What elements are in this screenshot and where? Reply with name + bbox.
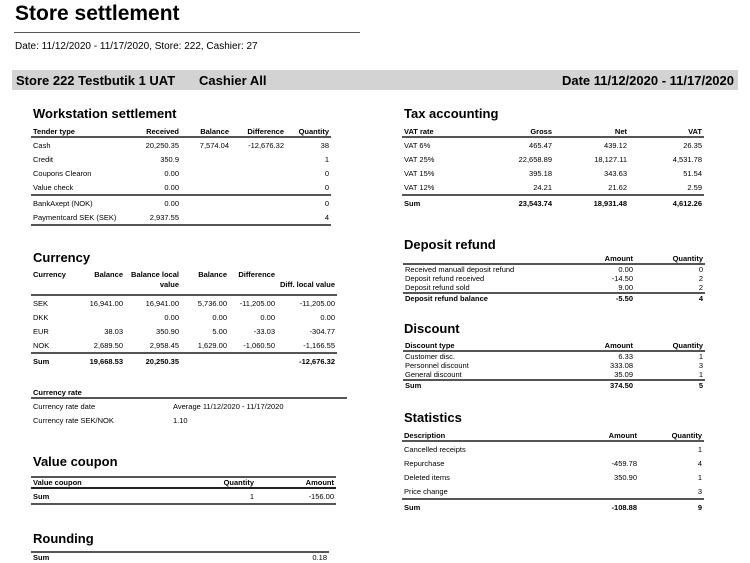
- header-band: [12, 70, 738, 90]
- cell: 343.63: [604, 168, 627, 178]
- cell: 1: [698, 370, 703, 379]
- table-row: [402, 137, 704, 152]
- table-header: [402, 431, 704, 441]
- sum-row: [402, 499, 704, 514]
- table-row: [402, 456, 704, 470]
- cell: [562, 441, 639, 456]
- tax-title: Tax accounting: [404, 106, 499, 121]
- cell: 0: [698, 265, 703, 274]
- cell: 38.03: [104, 326, 123, 336]
- cell: Repurchase: [404, 458, 445, 468]
- col-header: Quantity: [635, 341, 705, 351]
- col-header: Balance: [181, 127, 231, 137]
- workstation-table: [31, 127, 331, 226]
- cell: Value check: [31, 180, 131, 195]
- table-row: [402, 484, 704, 499]
- col-header: VAT: [629, 127, 704, 137]
- cell: 0: [286, 180, 331, 195]
- col-header: Amount: [256, 477, 336, 488]
- col-header: Balance: [73, 270, 125, 295]
- cell: 9.00: [618, 283, 633, 292]
- cell: 9: [639, 499, 704, 514]
- cell: 19,668.53: [73, 353, 125, 368]
- cell: 51.54: [683, 168, 702, 178]
- cell: Cash: [33, 140, 51, 150]
- col-header: [403, 254, 563, 264]
- cell: 0.00: [212, 312, 227, 322]
- value-coupon-table: [31, 476, 336, 505]
- cell: NOK: [33, 340, 50, 350]
- cell: -459.78: [611, 458, 637, 468]
- table-row: [402, 180, 704, 195]
- table-row: [402, 470, 704, 484]
- cell: VAT 25%: [404, 154, 435, 164]
- table-row: [403, 283, 705, 293]
- report-subtitle: Date: 11/12/2020 - 11/17/2020, Store: 222, Cashier: 27: [15, 41, 258, 52]
- cell: 18,127.11: [594, 154, 627, 164]
- col-header: Quantity: [639, 431, 704, 441]
- cell: [181, 210, 231, 225]
- cell: 350.9: [160, 154, 179, 164]
- col-header: VAT rate: [402, 127, 462, 137]
- cell: 1: [161, 488, 256, 504]
- cell: 465.47: [529, 140, 552, 150]
- col-header: Diff. local value: [277, 270, 337, 295]
- cell: -11,205.00: [239, 298, 275, 308]
- cell: 4: [635, 293, 705, 303]
- cell: Sum: [402, 195, 462, 210]
- cell: 2: [698, 274, 703, 283]
- col-header: Discount type: [403, 341, 563, 351]
- cell: -12,676.32: [248, 140, 284, 150]
- table-row: [31, 295, 337, 310]
- rounding-table: [31, 551, 329, 562]
- cell: Customer disc.: [405, 352, 456, 361]
- cell: General discount: [405, 370, 462, 379]
- cell: Deposit refund balance: [403, 293, 563, 303]
- cell: 6.33: [618, 352, 633, 361]
- cell: 2: [698, 283, 703, 292]
- col-header: Balance local value: [125, 270, 181, 295]
- cell: 4,531.78: [672, 154, 702, 164]
- cell: SEK: [33, 298, 49, 308]
- table-header: [31, 388, 347, 398]
- cell: VAT 15%: [404, 168, 435, 178]
- col-header: Quantity: [286, 127, 331, 137]
- cell: -12,676.32: [277, 353, 337, 368]
- table-row: [31, 152, 331, 166]
- cell: Sum: [403, 380, 563, 390]
- table-header: [31, 270, 337, 295]
- sum-row: [402, 195, 704, 210]
- sum-row: [403, 380, 705, 390]
- cell: 395.18: [529, 168, 552, 178]
- table-header: [403, 254, 705, 264]
- cell: 333.08: [610, 361, 633, 370]
- table-row: [31, 338, 337, 353]
- col-header: Gross: [462, 127, 554, 137]
- cell: [562, 484, 639, 499]
- rounding-title: Rounding: [33, 531, 94, 546]
- cell: 5,736.00: [197, 298, 227, 308]
- cell: 2.59: [687, 182, 702, 192]
- table-row: [31, 166, 331, 180]
- table-row: [31, 210, 331, 225]
- table-header: [31, 127, 331, 137]
- cell: 4: [286, 210, 331, 225]
- table-row: [403, 361, 705, 370]
- col-header: Description: [402, 431, 562, 441]
- cell: 0: [324, 168, 329, 178]
- col-header: Net: [554, 127, 629, 137]
- cell: 0: [324, 198, 329, 208]
- cell: 5.00: [212, 326, 227, 336]
- cell: 2,958.45: [149, 340, 179, 350]
- col-header: Currency rate: [31, 388, 347, 398]
- report-title: Store settlement: [15, 2, 180, 25]
- cell: Price change: [404, 486, 448, 496]
- table-row: [403, 274, 705, 283]
- col-header: Amount: [563, 254, 635, 264]
- cell: 0.18: [231, 552, 329, 562]
- cell: 24.21: [533, 182, 552, 192]
- cell: 1.10: [173, 415, 188, 425]
- cell: Personnel discount: [405, 361, 469, 370]
- band-store: Store 222 Testbutik 1 UAT: [16, 73, 176, 88]
- col-header: Amount: [563, 341, 635, 351]
- table-row: [31, 398, 347, 413]
- deposit-title: Deposit refund: [404, 237, 496, 252]
- value-coupon-title: Value coupon: [33, 454, 118, 469]
- discount-title: Discount: [404, 321, 460, 336]
- cell: Deposit refund received: [405, 274, 485, 283]
- col-header: Amount: [562, 431, 639, 441]
- cell: 0.00: [164, 312, 179, 322]
- cell: [231, 166, 286, 180]
- cell: [181, 353, 229, 368]
- cell: [181, 195, 231, 210]
- cell: 1: [324, 154, 329, 164]
- cell: VAT 6%: [404, 140, 431, 150]
- cell: Paymentcard SEK (SEK): [31, 210, 131, 225]
- cell: 5: [635, 380, 705, 390]
- sum-row: [31, 552, 329, 562]
- cell: 23,543.74: [462, 195, 554, 210]
- cell: 0.00: [164, 198, 179, 208]
- cell: BankAxept (NOK): [33, 198, 93, 208]
- band-cashier: Cashier All: [199, 73, 267, 88]
- cell: -108.88: [562, 499, 639, 514]
- cell: [231, 152, 286, 166]
- table-row: [31, 137, 331, 152]
- cell: 0.00: [131, 180, 181, 195]
- table-header: [31, 477, 336, 488]
- cell: [231, 210, 286, 225]
- table-row: [31, 195, 331, 210]
- cell: 35.09: [614, 370, 633, 379]
- table-row: [403, 264, 705, 274]
- statistics-table: [402, 431, 704, 514]
- currency-title: Currency: [33, 250, 91, 265]
- cell: [181, 152, 231, 166]
- col-header: Difference: [231, 127, 286, 137]
- col-header: Quantity: [635, 254, 705, 264]
- cell: 16,941.00: [89, 298, 123, 308]
- cell: Currency rate SEK/NOK: [33, 415, 114, 425]
- cell: Coupons Clearon: [33, 168, 92, 178]
- table-header: [403, 341, 705, 351]
- cell: 3: [698, 361, 703, 370]
- workstation-title: Workstation settlement: [33, 106, 177, 121]
- discount-table: [403, 341, 705, 390]
- cell: 374.50: [563, 380, 635, 390]
- table-row: [402, 166, 704, 180]
- cell: Sum: [31, 353, 73, 368]
- table-row: [402, 152, 704, 166]
- table-row: [31, 324, 337, 338]
- cell: DKK: [33, 312, 49, 322]
- cell: [181, 166, 231, 180]
- table-row: [403, 370, 705, 380]
- tax-table: [402, 127, 704, 210]
- cell: 0.00: [618, 265, 633, 274]
- cell: 1: [698, 352, 703, 361]
- band-date: Date 11/12/2020 - 11/17/2020: [561, 73, 734, 88]
- sum-row: [403, 293, 705, 303]
- cell: 18,931.48: [554, 195, 629, 210]
- col-header: Currency: [31, 270, 73, 295]
- col-header: Quantity: [161, 477, 256, 488]
- cell: 21.62: [608, 182, 627, 192]
- cell: [181, 180, 231, 195]
- cell: Deleted items: [404, 472, 450, 482]
- cell: 0.00: [320, 312, 335, 322]
- cell: -304.77: [309, 326, 335, 336]
- table-row: [31, 413, 347, 427]
- cell: [231, 195, 286, 210]
- cell: 38: [320, 140, 329, 150]
- cell: [73, 310, 125, 324]
- cell: 350.90: [156, 326, 179, 336]
- cell: Average 11/12/2020 - 11/17/2020: [173, 401, 284, 411]
- table-row: [403, 351, 705, 361]
- cell: -14.50: [611, 274, 633, 283]
- cell: 20,250.35: [125, 353, 181, 368]
- cell: VAT 12%: [404, 182, 435, 192]
- cell: 1,629.00: [197, 340, 227, 350]
- cell: [231, 180, 286, 195]
- cell: 1: [697, 444, 702, 454]
- cell: Sum: [402, 499, 562, 514]
- cell: 350.90: [614, 472, 637, 482]
- cell: 2,689.50: [93, 340, 123, 350]
- cell: 4: [697, 458, 702, 468]
- col-header: Balance: [181, 270, 229, 295]
- cell: -33.03: [253, 326, 275, 336]
- col-header: Received: [131, 127, 181, 137]
- cell: 7,574.04: [199, 140, 229, 150]
- sum-row: [31, 353, 337, 368]
- cell: [229, 353, 277, 368]
- table-row: [402, 441, 704, 456]
- title-divider: [14, 32, 360, 33]
- cell: 20,250.35: [145, 140, 179, 150]
- cell: EUR: [33, 326, 49, 336]
- cell: 0.00: [260, 312, 275, 322]
- cell: -5.50: [563, 293, 635, 303]
- cell: Sum: [31, 488, 161, 504]
- col-header: Difference: [229, 270, 277, 295]
- cell: 16,941.00: [145, 298, 179, 308]
- cell: -1,166.55: [303, 340, 335, 350]
- cell: 4,612.26: [629, 195, 704, 210]
- sum-row: [31, 488, 336, 504]
- cell: 3: [697, 486, 702, 496]
- cell: 439.12: [604, 140, 627, 150]
- cell: Currency rate date: [33, 401, 96, 411]
- cell: Deposit refund sold: [405, 283, 470, 292]
- cell: 1: [697, 472, 702, 482]
- currency-table: [31, 270, 337, 368]
- cell: -1,060.50: [243, 340, 275, 350]
- cell: 2,937.55: [131, 210, 181, 225]
- currency-rate-table: [31, 388, 347, 427]
- cell: 22,658.89: [518, 154, 552, 164]
- cell: Credit: [33, 154, 54, 164]
- cell: Received manuall deposit refund: [405, 265, 515, 274]
- deposit-table: [403, 254, 705, 303]
- table-row: [31, 180, 331, 195]
- col-header: Tender type: [31, 127, 131, 137]
- cell: 26.35: [683, 140, 702, 150]
- table-header: [402, 127, 704, 137]
- cell: -156.00: [256, 488, 336, 504]
- col-header: Value coupon: [31, 477, 161, 488]
- cell: -11,205.00: [299, 298, 335, 308]
- cell: Sum: [31, 552, 231, 562]
- cell: 0.00: [164, 168, 179, 178]
- statistics-title: Statistics: [404, 410, 462, 425]
- cell: Cancelled receipts: [404, 444, 466, 454]
- table-row: [31, 310, 337, 324]
